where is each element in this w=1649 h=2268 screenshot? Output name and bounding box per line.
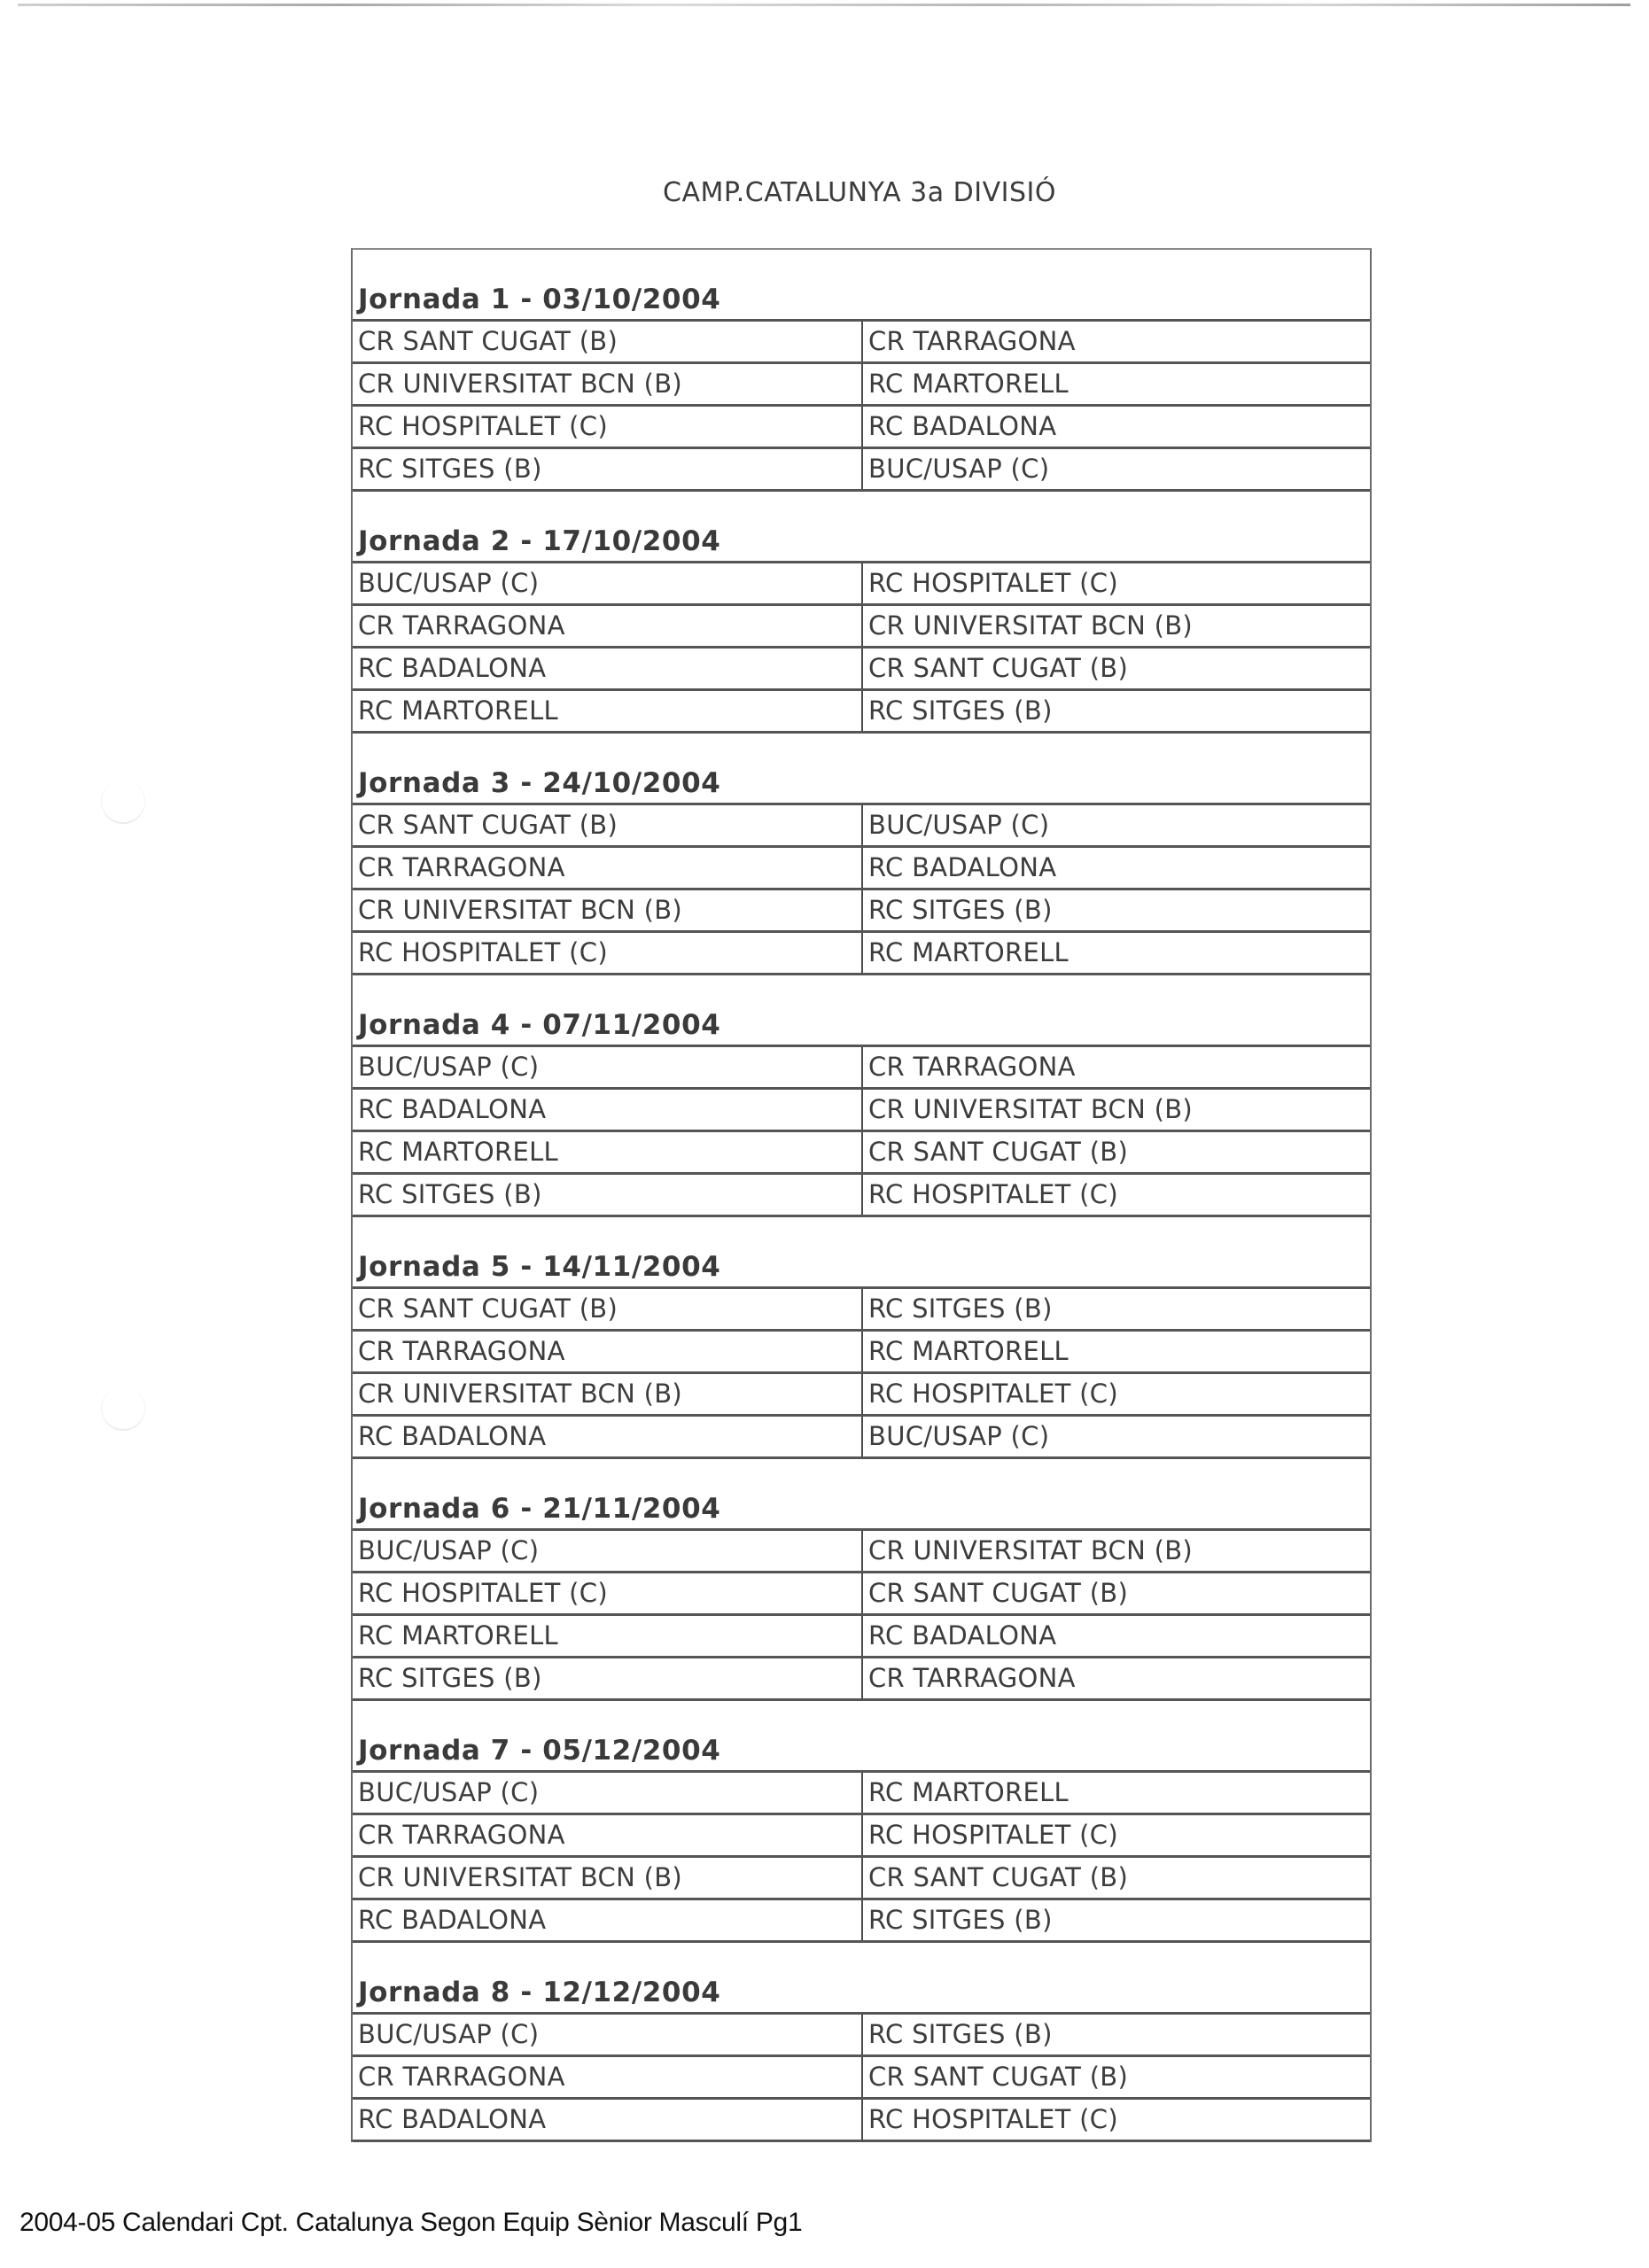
away-team: RC BADALONA [868, 852, 1057, 882]
away-team: CR TARRAGONA [868, 326, 1076, 356]
footer-caption: 2004-05 Calendari Cpt. Catalunya Segon Equip Sènior Masculí Pg1 [19, 2208, 803, 2237]
jornada-header [353, 250, 1370, 322]
match-row [353, 1573, 1370, 1616]
away-team: BUC/USAP (C) [868, 1421, 1050, 1451]
fixture-table [351, 248, 1372, 2142]
home-team: RC HOSPITALET (C) [353, 933, 863, 973]
home-team: RC SITGES (B) [353, 1658, 863, 1698]
home-team: BUC/USAP (C) [353, 563, 863, 603]
match-row [353, 933, 1370, 975]
jornada-title: Jornada 8 - 12/12/2004 [358, 1977, 721, 2008]
jornada-block [353, 250, 1370, 492]
away-team: CR TARRAGONA [868, 1052, 1076, 1082]
match-row [353, 2100, 1370, 2142]
match-row [353, 1047, 1370, 1090]
away-team: RC MARTORELL [868, 1777, 1069, 1807]
match-row [353, 407, 1370, 449]
match-row [353, 1531, 1370, 1573]
jornada-block [353, 1701, 1370, 1943]
match-row [353, 1900, 1370, 1943]
match-row [353, 1417, 1370, 1459]
home-team: RC SITGES (B) [353, 449, 863, 489]
match-row [353, 1658, 1370, 1701]
match-row [353, 563, 1370, 606]
match-row [353, 1773, 1370, 1815]
scan-edge-line [18, 4, 1630, 6]
jornada-header [353, 1701, 1370, 1773]
home-team: CR SANT CUGAT (B) [353, 322, 863, 361]
jornada-header [353, 1943, 1370, 2015]
away-team: CR TARRAGONA [868, 1663, 1076, 1693]
match-row [353, 322, 1370, 364]
away-team: RC HOSPITALET (C) [868, 2104, 1118, 2134]
match-row [353, 606, 1370, 649]
home-team: RC MARTORELL [353, 1132, 863, 1172]
jornada-title: Jornada 2 - 17/10/2004 [358, 525, 721, 557]
home-team: RC BADALONA [353, 1900, 863, 1940]
match-row [353, 2015, 1370, 2057]
jornada-block [353, 1459, 1370, 1701]
jornada-header [353, 492, 1370, 563]
home-team: CR UNIVERSITAT BCN (B) [353, 1858, 863, 1898]
jornada-title: Jornada 7 - 05/12/2004 [358, 1735, 721, 1767]
jornada-block [353, 1943, 1370, 2142]
away-team: CR SANT CUGAT (B) [868, 653, 1129, 683]
jornada-block [353, 975, 1370, 1217]
away-team: RC SITGES (B) [868, 695, 1053, 726]
match-row [353, 890, 1370, 933]
document-title: CAMP.CATALUNYA 3a DIVISIÓ [663, 177, 1056, 208]
match-row [353, 1616, 1370, 1658]
jornada-title: Jornada 3 - 24/10/2004 [358, 767, 721, 799]
away-team: RC HOSPITALET (C) [868, 568, 1118, 598]
jornada-header [353, 1459, 1370, 1531]
match-row [353, 1175, 1370, 1217]
away-team: RC SITGES (B) [868, 895, 1053, 925]
away-team: RC SITGES (B) [868, 1293, 1053, 1324]
home-team: BUC/USAP (C) [353, 1047, 863, 1087]
match-row [353, 1815, 1370, 1858]
away-team: CR SANT CUGAT (B) [868, 1137, 1129, 1167]
away-team: RC MARTORELL [868, 369, 1069, 399]
away-team: RC HOSPITALET (C) [868, 1820, 1118, 1850]
punch-hole-mark [101, 780, 145, 824]
jornada-title: Jornada 4 - 07/11/2004 [358, 1009, 721, 1041]
match-row [353, 805, 1370, 848]
jornada-title: Jornada 5 - 14/11/2004 [358, 1251, 721, 1283]
away-team: RC MARTORELL [868, 937, 1069, 967]
home-team: CR SANT CUGAT (B) [353, 1289, 863, 1329]
away-team: CR UNIVERSITAT BCN (B) [868, 1094, 1194, 1124]
match-row [353, 1858, 1370, 1900]
home-team: RC BADALONA [353, 649, 863, 688]
home-team: BUC/USAP (C) [353, 1773, 863, 1813]
home-team: CR TARRAGONA [353, 1815, 863, 1855]
away-team: CR SANT CUGAT (B) [868, 2062, 1129, 2092]
punch-hole-mark [101, 1386, 145, 1431]
jornada-title: Jornada 6 - 21/11/2004 [358, 1493, 721, 1525]
jornada-title: Jornada 1 - 03/10/2004 [358, 284, 721, 315]
jornada-header [353, 734, 1370, 805]
home-team: CR UNIVERSITAT BCN (B) [353, 364, 863, 404]
away-team: CR UNIVERSITAT BCN (B) [868, 1535, 1194, 1565]
match-row [353, 1132, 1370, 1175]
away-team: RC HOSPITALET (C) [868, 1179, 1118, 1209]
home-team: CR TARRAGONA [353, 606, 863, 646]
match-row [353, 848, 1370, 890]
jornada-block [353, 734, 1370, 975]
match-row [353, 364, 1370, 407]
home-team: CR UNIVERSITAT BCN (B) [353, 1374, 863, 1414]
away-team: RC SITGES (B) [868, 1905, 1053, 1935]
home-team: RC MARTORELL [353, 691, 863, 731]
away-team: RC MARTORELL [868, 1336, 1069, 1366]
home-team: RC MARTORELL [353, 1616, 863, 1656]
match-row [353, 2057, 1370, 2100]
match-row [353, 1090, 1370, 1132]
match-row [353, 691, 1370, 734]
match-row [353, 649, 1370, 691]
away-team: RC BADALONA [868, 1620, 1057, 1651]
away-team: CR SANT CUGAT (B) [868, 1862, 1129, 1892]
home-team: RC HOSPITALET (C) [353, 1573, 863, 1613]
home-team: RC SITGES (B) [353, 1175, 863, 1215]
home-team: RC HOSPITALET (C) [353, 407, 863, 447]
match-row [353, 1374, 1370, 1417]
home-team: CR TARRAGONA [353, 1332, 863, 1371]
match-row [353, 449, 1370, 492]
home-team: RC BADALONA [353, 1417, 863, 1456]
jornada-header [353, 1217, 1370, 1289]
home-team: BUC/USAP (C) [353, 1531, 863, 1571]
away-team: RC BADALONA [868, 411, 1057, 441]
match-row [353, 1289, 1370, 1332]
away-team: RC HOSPITALET (C) [868, 1379, 1118, 1409]
home-team: BUC/USAP (C) [353, 2015, 863, 2054]
away-team: RC SITGES (B) [868, 2019, 1053, 2049]
jornada-block [353, 492, 1370, 734]
home-team: CR SANT CUGAT (B) [353, 805, 863, 845]
home-team: RC BADALONA [353, 2100, 863, 2140]
away-team: BUC/USAP (C) [868, 454, 1050, 484]
home-team: CR TARRAGONA [353, 848, 863, 888]
away-team: BUC/USAP (C) [868, 810, 1050, 840]
jornada-block [353, 1217, 1370, 1459]
away-team: CR UNIVERSITAT BCN (B) [868, 610, 1194, 641]
home-team: RC BADALONA [353, 1090, 863, 1130]
jornada-header [353, 975, 1370, 1047]
match-row [353, 1332, 1370, 1374]
home-team: CR TARRAGONA [353, 2057, 863, 2097]
away-team: CR SANT CUGAT (B) [868, 1578, 1129, 1608]
home-team: CR UNIVERSITAT BCN (B) [353, 890, 863, 930]
